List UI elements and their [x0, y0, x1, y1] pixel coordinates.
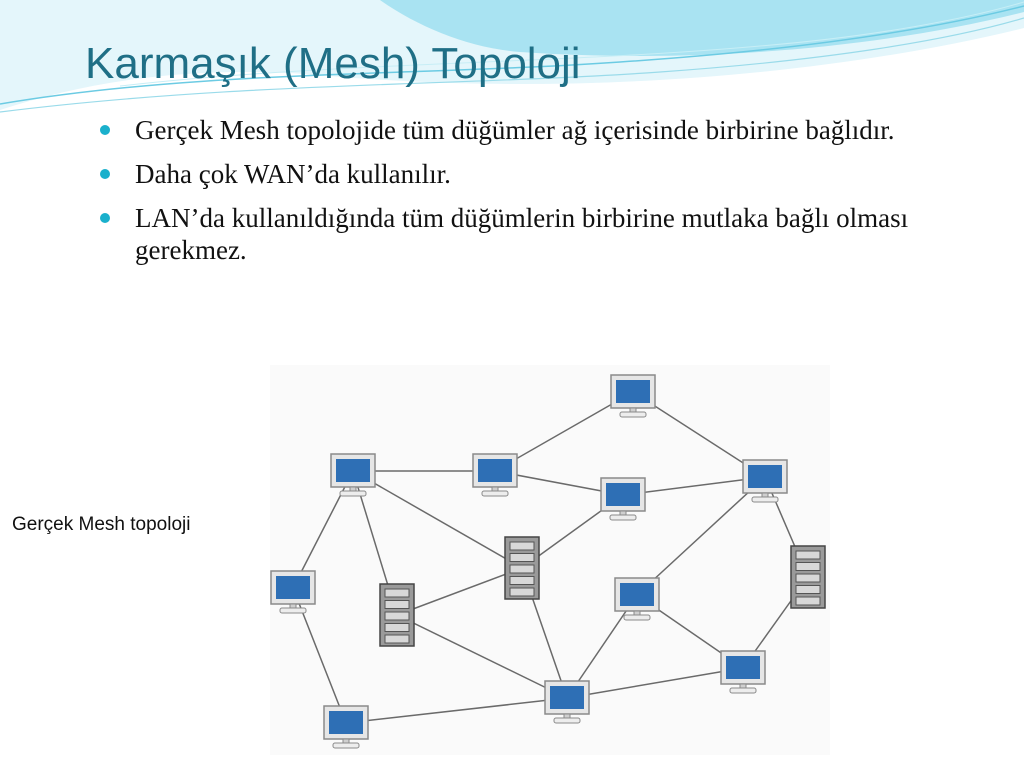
bullet-text: Daha çok WAN’da kullanılır. [135, 159, 451, 189]
diagram-caption: Gerçek Mesh topoloji [12, 514, 191, 535]
mesh-topology-diagram [270, 365, 830, 755]
bullet-item [100, 158, 980, 190]
bullet-text: Gerçek Mesh topolojide tüm düğümler ağ içerisinde birbirine bağlıdır. [135, 115, 895, 145]
bullet-item [100, 202, 980, 266]
bullet-text: LAN’da kullanıldığında tüm düğümlerin birbirine mutlaka bağlı olması gerekmez. [135, 203, 909, 265]
server-icon [505, 537, 539, 599]
bullet-dot-icon [100, 125, 110, 135]
bullet-list [100, 114, 980, 278]
server-icon [380, 584, 414, 646]
server-icon [791, 546, 825, 608]
bullet-item [100, 114, 980, 146]
bullet-dot-icon [100, 213, 110, 223]
slide-title: Karmaşık (Mesh) Topoloji [85, 39, 581, 88]
bullet-dot-icon [100, 169, 110, 179]
